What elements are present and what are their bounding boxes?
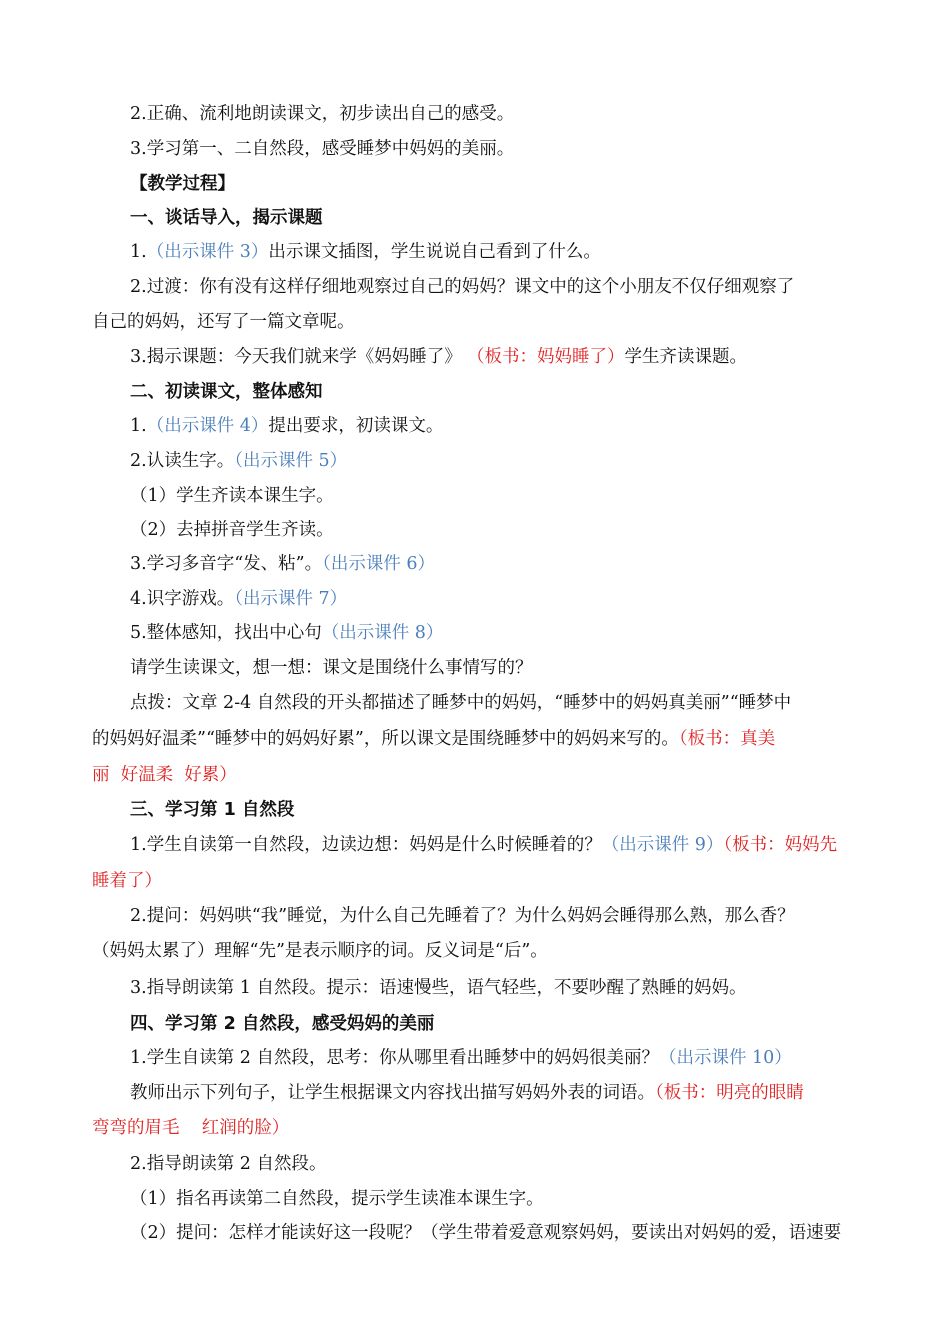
section-2-heading: 二、初读课文，整体感知 [130,382,323,402]
board-note: （板书：明亮的眼睛 [655,1083,804,1103]
section-1-item-3: 3.揭示课题：今天我们就来学《妈妈睡了》 （板书：妈妈睡了）学生齐读课题。 [130,347,747,367]
objective-3: 3.学习第一、二自然段，感受睡梦中妈妈的美丽。 [130,139,515,159]
section-3-item-3: 3.指导朗读第 1 自然段。提示：语速慢些，语气轻些，不要吵醒了熟睡的妈妈。 [130,978,747,998]
section-3-heading: 三、学习第 1 自然段 [130,800,295,820]
section-4-heading: 四、学习第 2 自然段，感受妈妈的美丽 [130,1014,435,1034]
board-note-cont: 弯弯的眉毛 红润的脸） [92,1118,290,1138]
section-4-sub-1: （1）指名再读第二自然段，提示学生读准本课生字。 [130,1189,544,1209]
section-2-item-5: 5.整体感知，找出中心句（出示课件 8） [130,623,444,643]
section-2-sub-2: （2）去掉拼音学生齐读。 [130,520,334,540]
courseware-ref: （出示课件 7） [234,589,348,609]
objective-2: 2.正确、流利地朗读课文，初步读出自己的感受。 [130,104,515,124]
section-1-item-1: 1.（出示课件 3）出示课文插图，学生说说自己看到了什么。 [130,242,601,262]
section-4-item-1: 1.学生自读第 2 自然段，思考：你从哪里看出睡梦中的妈妈很美丽？（出示课件 10） [130,1048,792,1068]
section-4-sub-2: （2）提问：怎样才能读好这一段呢？（学生带着爱意观察妈妈，要读出对妈妈的爱，语速要 [130,1223,842,1243]
teaching-process-heading: 【教学过程】 [130,174,235,194]
section-2-item-1: 1.（出示课件 4）提出要求，初读课文。 [130,416,444,436]
section-2-item-2: 2.认读生字。（出示课件 5） [130,451,348,471]
board-note: （板书：真美 [678,729,776,749]
section-2-item-3: 3.学习多音字“发、粘”。（出示课件 6） [130,554,436,574]
courseware-ref: （出示课件 3） [146,242,269,262]
courseware-ref: （出示课件 6） [322,554,436,574]
section-1-heading: 一、谈话导入，揭示课题 [130,208,323,228]
section-2-question: 请学生读课文，想一想：课文是围绕什么事情写的？ [130,658,533,678]
board-note: （板书：妈妈先 [723,835,838,855]
section-3-item-2-cont: （妈妈太累了）理解“先”是表示顺序的词。反义词是“后”。 [92,941,548,961]
section-4-item-2: 2.指导朗读第 2 自然段。 [130,1154,327,1174]
section-2-hint: 点拨：文章 2-4 自然段的开头都描述了睡梦中的妈妈，“睡梦中的妈妈真美丽”“睡梦中 [130,693,792,713]
courseware-ref: （出示课件 4） [146,416,269,436]
board-note-cont: 睡着了） [92,871,162,891]
courseware-ref: （出示课件 8） [321,623,444,643]
section-3-item-1: 1.学生自读第一自然段，边读边想：妈妈是什么时候睡着的？（出示课件 9）（板书：妈妈先 [130,835,838,855]
section-2-item-4: 4.识字游戏。（出示课件 7） [130,589,348,609]
section-3-item-2: 2.提问：妈妈哄“我”睡觉，为什么自己先睡着了？为什么妈妈会睡得那么熟，那么香？ [130,906,795,926]
board-note: （板书：妈妈睡了） [475,347,625,367]
courseware-ref: （出示课件 5） [234,451,348,471]
courseware-ref: （出示课件 9） [601,835,724,855]
section-2-hint-cont: 的妈妈好温柔”“睡梦中的妈妈好累”，所以课文是围绕睡梦中的妈妈来写的。（板书：真美 [92,729,776,749]
section-1-item-2-cont: 自己的妈妈，还写了一篇文章呢。 [92,312,355,332]
courseware-ref: （出示课件 10） [658,1048,792,1068]
section-2-sub-1: （1）学生齐读本课生字。 [130,486,334,506]
board-note-cont: 丽 好温柔 好累） [92,765,237,785]
section-1-item-2: 2.过渡：你有没有这样仔细地观察过自己的妈妈？课文中的这个小朋友不仅仔细观察了 [130,277,795,297]
section-4-teacher-note: 教师出示下列句子，让学生根据课文内容找出描写妈妈外表的词语。（板书：明亮的眼睛 [130,1083,804,1103]
